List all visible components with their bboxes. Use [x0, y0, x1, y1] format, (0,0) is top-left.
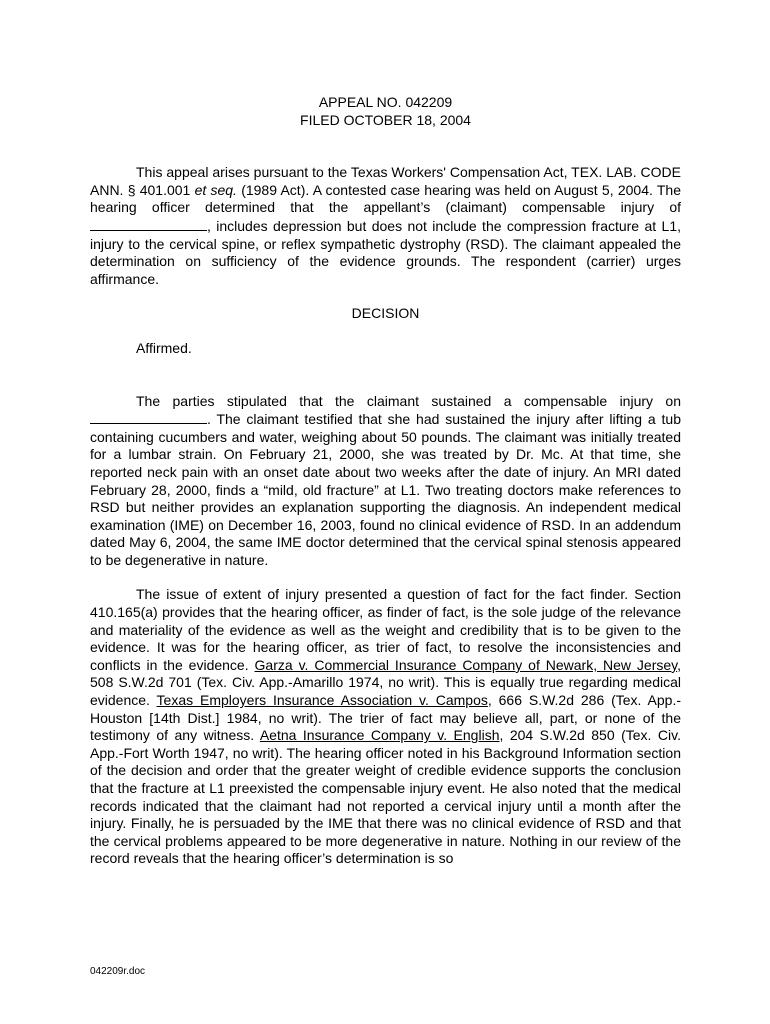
case-citation-campos: Texas Employers Insurance Association v. Campos [156, 692, 488, 709]
injury-date-blank [90, 217, 207, 231]
stipulated-date-blank [90, 410, 207, 424]
analysis-text-1: The issue of extent of injury presented a question of fact for the fact finder. Section 410.165(a) provides that the hearing officer, as finder of fact, is the sole judge of the relevance and materiality of the evidence as well as the weight and credibility that is to be given to the evidence. It was for the hearing officer, as trier of fact, to resolve the inconsistencies and conflicts in the evidence. [90, 586, 681, 673]
footer-filename: 042209r.doc [90, 966, 146, 977]
decision-heading: DECISION [351, 305, 420, 322]
facts-text-2: . The claimant testified that she had sustained the injury after lifting a tub containing cucumbers and water, weighing about 50 pounds. The claimant was initially treated for a lumbar strain. On February 21, 2000, she was treated by Dr. Mc. At that time, she reported neck pain with an onset date about two weeks after the date of injury. An MRI dated February 28, 2000, finds a “mild, old fracture” at L1. Two treating doctors make references to RSD but neither provides an explanation supporting the diagnosis. An independent medical examination (IME) on December 16, 2003, found no clinical evidence of RSD. In an addendum dated May 6, 2004, the same IME doctor determined that the cervical spinal stenosis appeared to be degenerative in nature. [90, 411, 681, 568]
intro-paragraph [90, 164, 681, 288]
facts-paragraph [90, 393, 681, 570]
analysis-text-4: , 204 S.W.2d 850 (Tex. Civ. App.-Fort Worth 1947, no writ). The hearing officer noted in his Background Information section of the decision and order that the greater weight of credible evidence supports the conclusion that the fracture at L1 preexisted the compensable injury event. He also noted that the medical records indicated that the claimant had not reported a cervical injury until a month after the injury. Finally, he is persuaded by the IME that there was no clinical evidence of RSD and that the cervical problems appeared to be more degenerative in nature. Nothing in our review of the record reveals that the hearing officer’s determination is so [90, 727, 681, 867]
case-citation-english: Aetna Insurance Company v. English [259, 727, 500, 744]
intro-text-2: (1989 Act). A contested case hearing was held on August 5, 2004. The hearing officer determined that the appellant’s (claimant) compensable injury of [90, 181, 681, 216]
intro-text-1: This appeal arises pursuant to the Texas Workers' Compensation Act, TEX. LAB. CODE ANN. § 401.001 [90, 164, 681, 198]
analysis-paragraph [90, 586, 681, 868]
appeal-number: APPEAL NO. 042209 [318, 94, 453, 110]
analysis-text-2: , 508 S.W.2d 701 (Tex. Civ. App.-Amarillo 1974, no writ). This is equally true regarding medical evidence. [90, 656, 682, 709]
intro-text-3: , includes depression but does not include the compression fracture at L1, injury to the cervical spine, or reflex sympathetic dystrophy (RSD). The claimant appealed the determination on sufficiency of the evidence grounds. The respondent (carrier) urges affirmance. [90, 217, 681, 287]
case-citation-garza: Garza v. Commercial Insurance Company of Newark, New Jersey [254, 656, 678, 673]
filed-date: FILED OCTOBER 18, 2004 [300, 111, 471, 128]
intro-et-seq: et seq. [194, 181, 237, 198]
analysis-text-3: , 666 S.W.2d 286 (Tex. App.-Houston [14th Dist.] 1984, no writ). The trier of fact may believe all, part, or none of the testimony of any witness. [90, 692, 681, 744]
document-body [90, 94, 681, 868]
facts-text-1: The parties stipulated that the claimant sustained a compensable injury on [136, 392, 681, 409]
decision-text: Affirmed. [136, 339, 192, 356]
